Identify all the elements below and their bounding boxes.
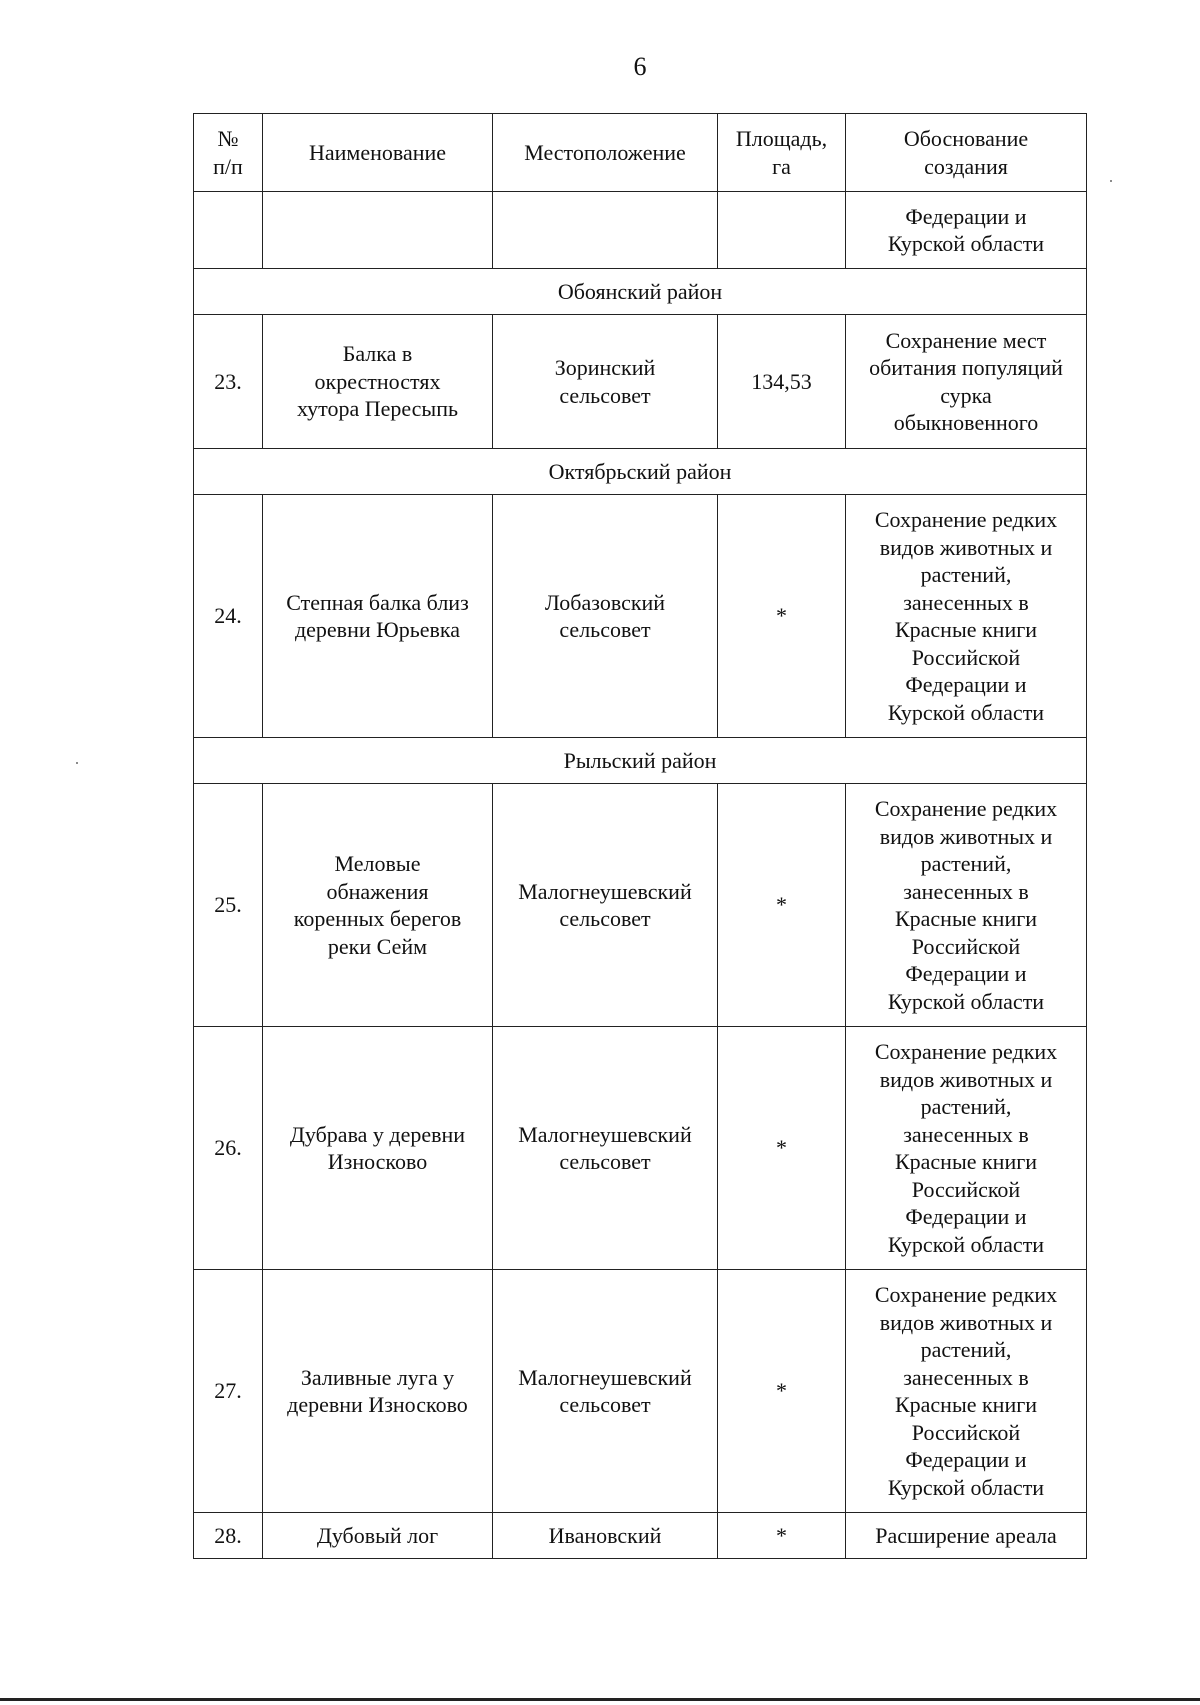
cell-num: 24.	[194, 495, 263, 738]
cell-num: 26.	[194, 1027, 263, 1270]
cell-area: 134,53	[718, 315, 846, 449]
cell-location: Зоринский сельсовет	[493, 315, 718, 449]
table-header-row	[194, 114, 1087, 192]
table-row	[194, 784, 1087, 1027]
header-area: Площадь, га	[718, 114, 846, 192]
header-name: Наименование	[263, 114, 493, 192]
header-reason: Обоснование создания	[846, 114, 1087, 192]
cell-name: Балка в окрестностях хутора Пересыпь	[263, 315, 493, 449]
cell-name	[263, 192, 493, 269]
cell-num: 28.	[194, 1513, 263, 1559]
table-row	[194, 1027, 1087, 1270]
table-row	[194, 1270, 1087, 1513]
cell-area: *	[718, 1513, 846, 1559]
section-row-rylsk	[194, 738, 1087, 784]
table-row	[194, 315, 1087, 449]
cell-name: Дубовый лог	[263, 1513, 493, 1559]
cell-location	[493, 192, 718, 269]
cell-reason: Федерации и Курской области	[846, 192, 1087, 269]
cell-reason: Расширение ареала	[846, 1513, 1087, 1559]
cell-area: *	[718, 495, 846, 738]
cell-location: Ивановский	[493, 1513, 718, 1559]
table-row	[194, 495, 1087, 738]
cell-num: 23.	[194, 315, 263, 449]
cell-name: Дубрава у деревни Износково	[263, 1027, 493, 1270]
scan-speck	[1110, 180, 1112, 182]
cell-location: Малогнеушевский сельсовет	[493, 1270, 718, 1513]
cell-name: Заливные луга у деревни Износково	[263, 1270, 493, 1513]
cell-location: Малогнеушевский сельсовет	[493, 1027, 718, 1270]
scan-speck	[76, 762, 78, 764]
cell-num: 25.	[194, 784, 263, 1027]
cell-num: 27.	[194, 1270, 263, 1513]
table-row	[194, 1513, 1087, 1559]
cell-location: Лобазовский сельсовет	[493, 495, 718, 738]
continuation-row	[194, 192, 1087, 269]
scan-edge-line	[0, 1698, 1200, 1701]
cell-name: Степная балка близ деревни Юрьевка	[263, 495, 493, 738]
reserves-table	[193, 113, 1087, 1559]
header-location: Местоположение	[493, 114, 718, 192]
cell-area	[718, 192, 846, 269]
cell-reason: Сохранение редких видов животных и растений, занесенных в Красные книги Российской Федерации и Курской области	[846, 1027, 1087, 1270]
page-number: 6	[633, 52, 647, 81]
cell-reason: Сохранение мест обитания популяций сурка обыкновенного	[846, 315, 1087, 449]
cell-area: *	[718, 1270, 846, 1513]
cell-location: Малогнеушевский сельсовет	[493, 784, 718, 1027]
cell-reason: Сохранение редких видов животных и растений, занесенных в Красные книги Российской Федерации и Курской области	[846, 495, 1087, 738]
header-num: № п/п	[194, 114, 263, 192]
cell-name: Меловые обнажения коренных берегов реки Сейм	[263, 784, 493, 1027]
cell-area: *	[718, 1027, 846, 1270]
section-row-oboyan	[194, 269, 1087, 315]
section-row-oktyabrsky	[194, 449, 1087, 495]
cell-num	[194, 192, 263, 269]
cell-reason: Сохранение редких видов животных и растений, занесенных в Красные книги Российской Федерации и Курской области	[846, 784, 1087, 1027]
section-title: Обоянский район	[194, 269, 1087, 315]
section-title: Октябрьский район	[194, 449, 1087, 495]
cell-reason: Сохранение редких видов животных и растений, занесенных в Красные книги Российской Федерации и Курской области	[846, 1270, 1087, 1513]
cell-area: *	[718, 784, 846, 1027]
section-title: Рыльский район	[194, 738, 1087, 784]
